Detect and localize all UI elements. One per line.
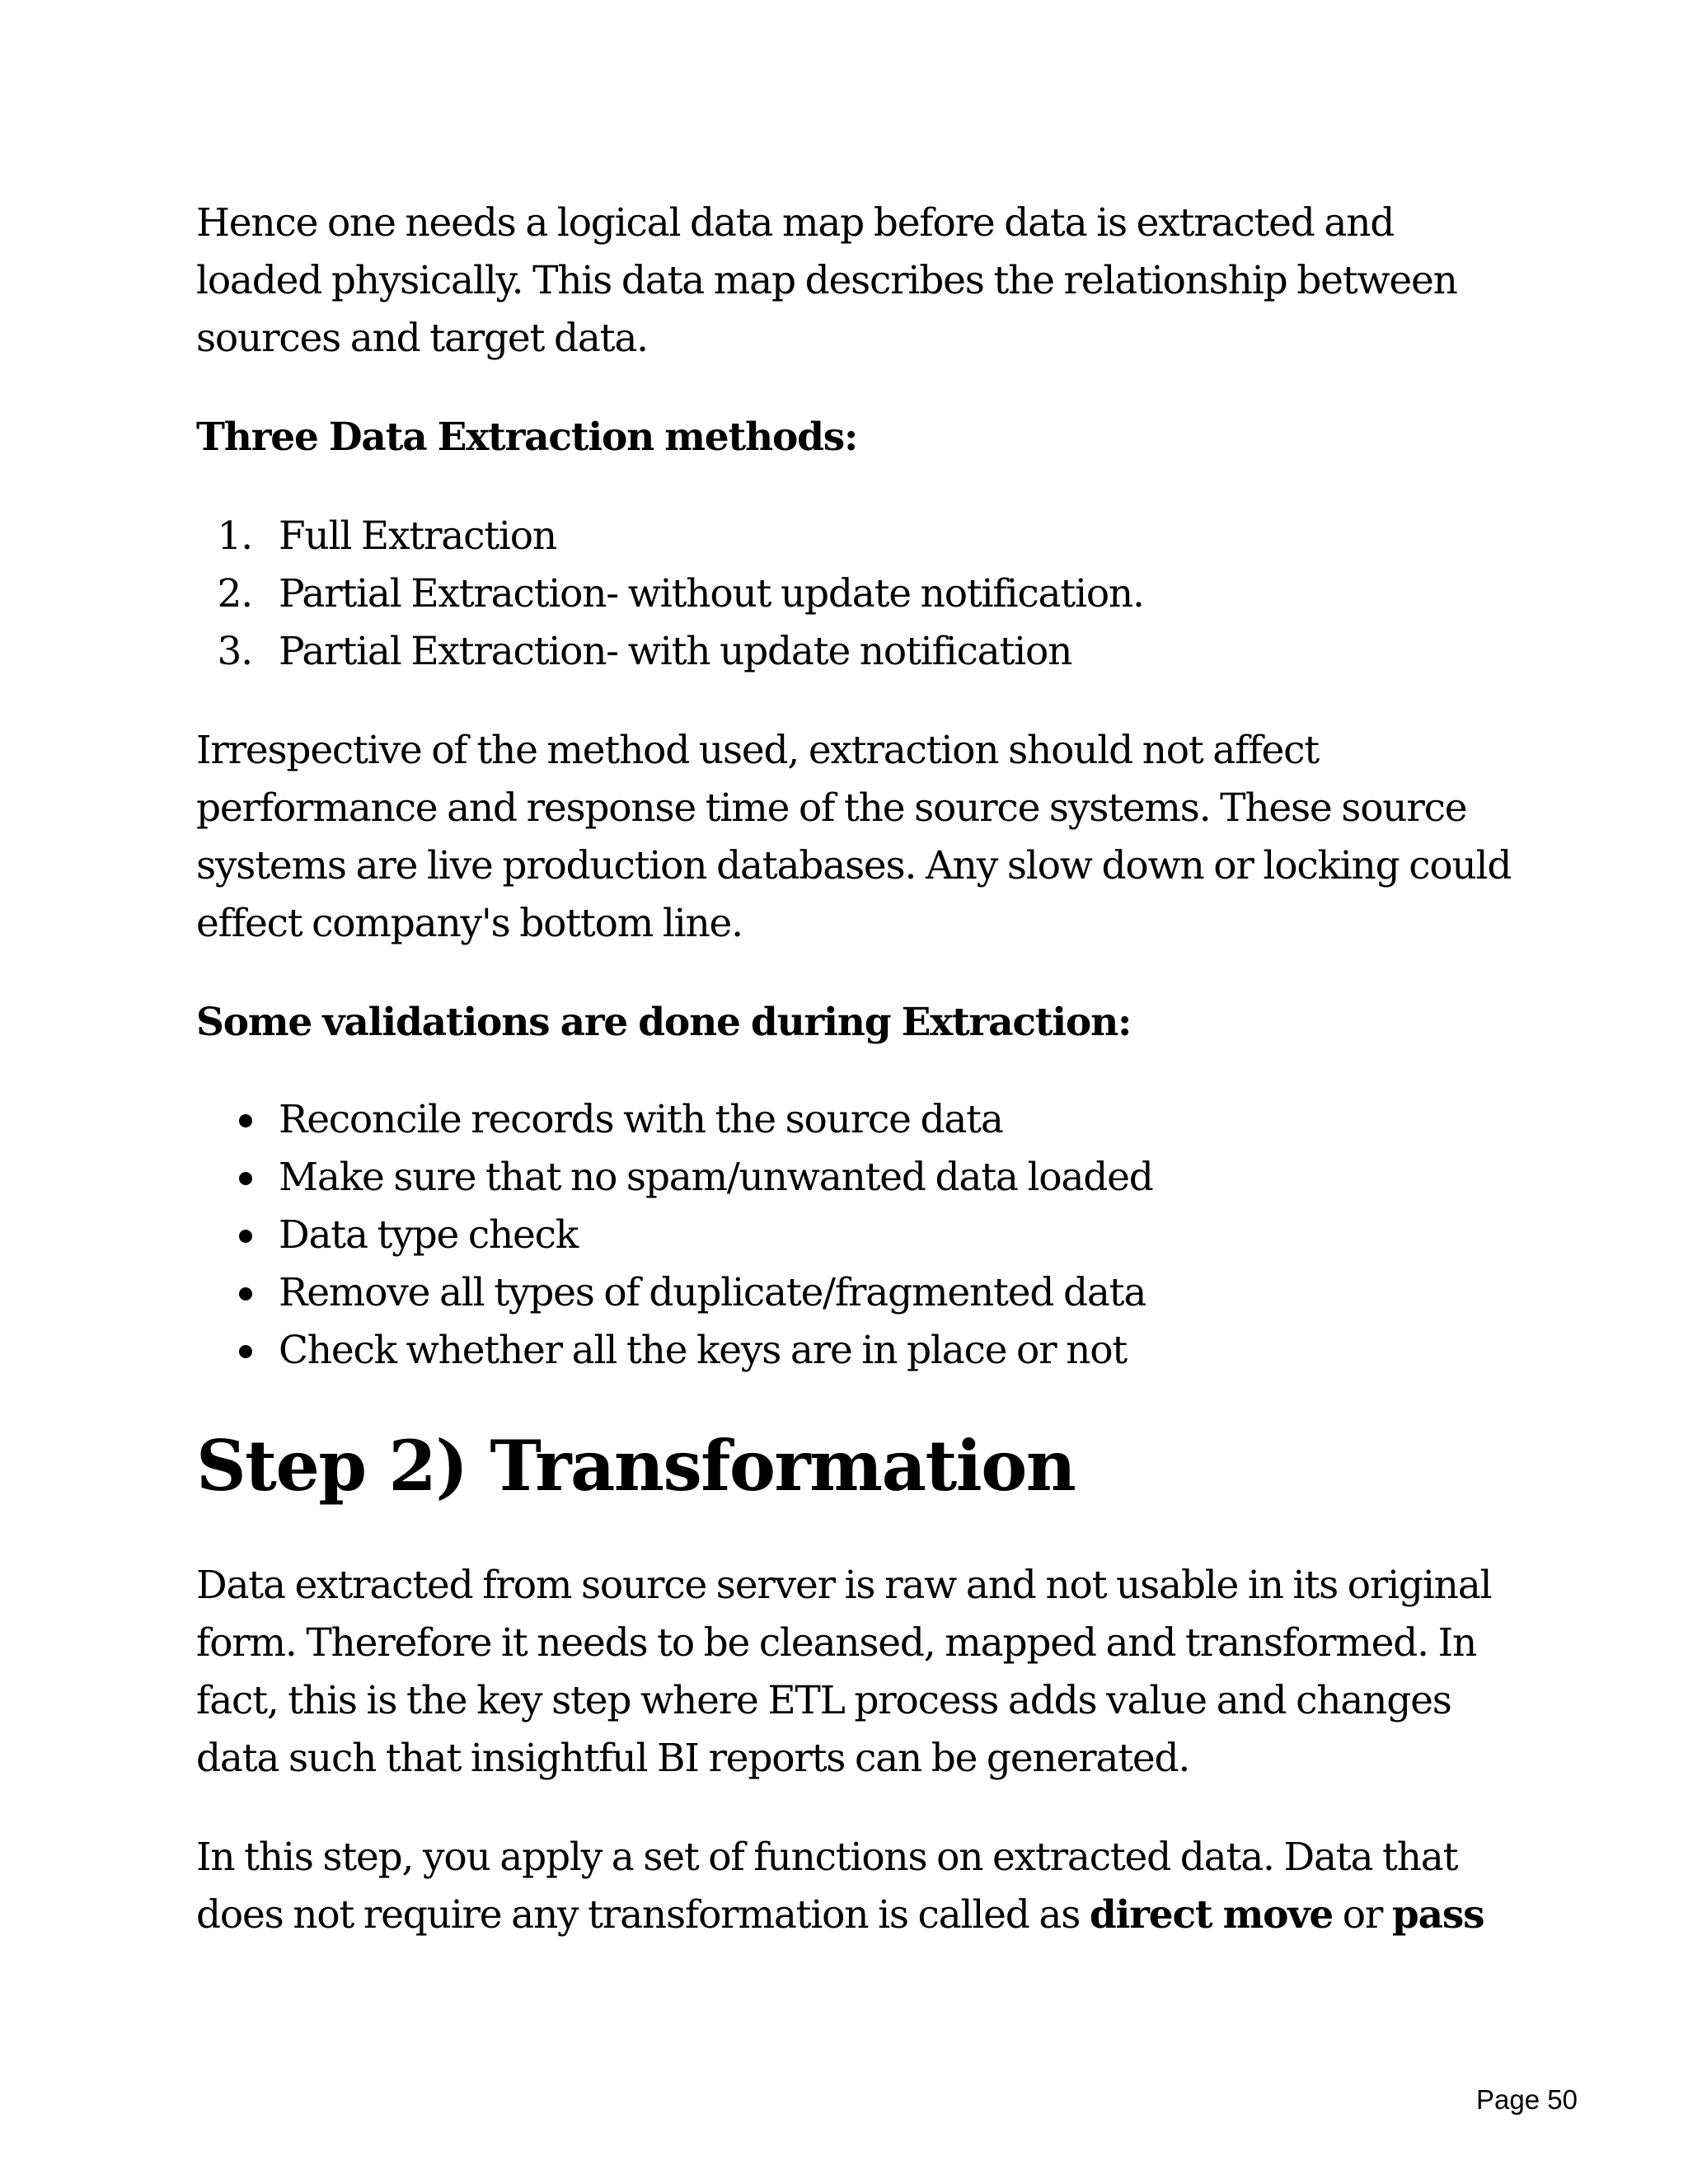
intro-paragraph: Hence one needs a logical data map before data is extracted and loaded physically. This data map describes the relationship between sources and target data. xyxy=(196,200,1457,361)
bullet-icon xyxy=(239,1287,252,1301)
bullet-icon xyxy=(239,1230,252,1243)
list-item xyxy=(196,508,1515,565)
validations-heading: Some validations are done during Extraction: xyxy=(196,1000,1132,1045)
bullet-icon xyxy=(239,1172,252,1185)
list-item-text: Partial Extraction- with update notification xyxy=(279,629,1072,674)
bullet-icon xyxy=(239,1114,252,1127)
list-item-text: Make sure that no spam/unwanted data loaded xyxy=(279,1155,1153,1200)
list-item xyxy=(196,1264,1515,1322)
list-number: 3. xyxy=(217,629,252,674)
extraction-methods-heading: Three Data Extraction methods: xyxy=(196,415,858,460)
list-number: 1. xyxy=(217,513,252,559)
paragraph-text: or xyxy=(1333,1892,1392,1938)
page-number: Page 50 xyxy=(1476,2084,1578,2115)
list-item xyxy=(196,565,1515,623)
bold-term-pass: pass xyxy=(1391,1892,1484,1938)
list-item-text: Full Extraction xyxy=(279,513,556,559)
transformation-paragraph-2 xyxy=(196,1829,1515,1944)
extraction-methods-list xyxy=(196,508,1515,681)
list-item-text: Check whether all the keys are in place or not xyxy=(279,1328,1127,1373)
list-item-text: Partial Extraction- without update notification. xyxy=(279,571,1144,616)
paragraph-text: In this step, you apply a set of functions on extracted data. Data that does not require any transformation is called as xyxy=(196,1835,1458,1938)
list-item-text: Reconcile records with the source data xyxy=(279,1097,1003,1142)
list-item xyxy=(196,1322,1515,1380)
list-item xyxy=(196,623,1515,681)
list-item-text: Remove all types of duplicate/fragmented data xyxy=(279,1270,1146,1315)
bullet-icon xyxy=(239,1345,252,1358)
validations-list xyxy=(196,1091,1515,1380)
page-content xyxy=(196,194,1515,1944)
bold-term-direct-move: direct move xyxy=(1089,1892,1334,1938)
list-item-text: Data type check xyxy=(279,1212,579,1258)
list-number: 2. xyxy=(217,571,252,616)
list-item xyxy=(196,1091,1515,1149)
section-heading: Step 2) Transformation xyxy=(196,1425,1076,1507)
list-item xyxy=(196,1207,1515,1264)
list-item xyxy=(196,1149,1515,1207)
irrespective-paragraph: Irrespective of the method used, extraction should not affect performance and response time of the source systems. These source systems are live production databases. Any slow down or locking could effect company's bottom line. xyxy=(196,728,1512,946)
transformation-paragraph-1: Data extracted from source server is raw and not usable in its original form. Therefore it needs to be cleansed, mapped and transformed. In fact, this is the key step where ETL process adds value and changes data such that insightful BI reports can be generated. xyxy=(196,1563,1492,1781)
